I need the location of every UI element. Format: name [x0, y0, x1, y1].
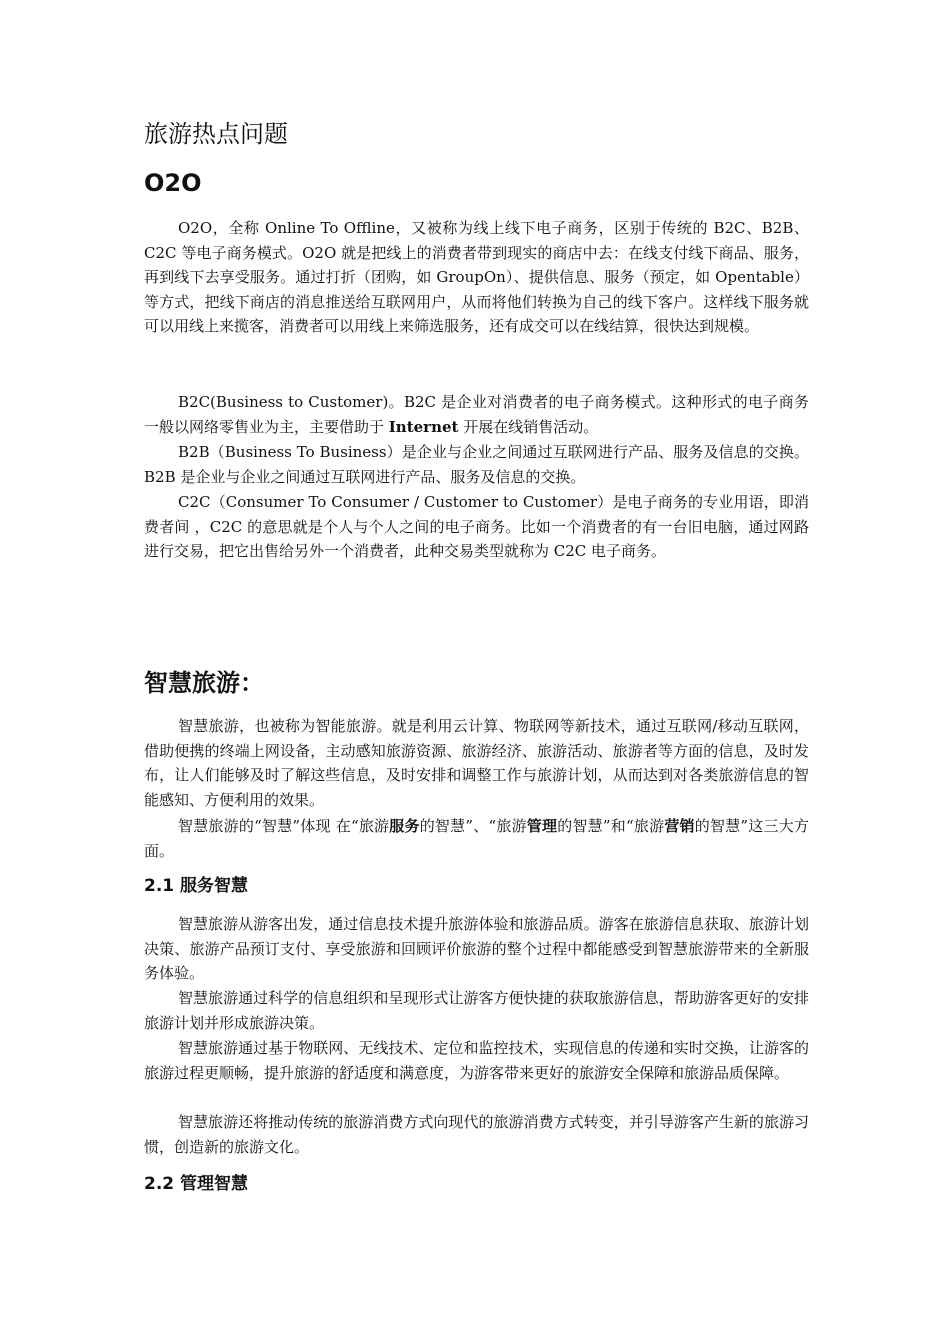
aspects-text-1: 智慧旅游的“智慧”体现 在“旅游 — [178, 817, 390, 835]
paragraph-b2b: B2B（Business To Business）是企业与企业之间通过互联网进行产品、服务及信息的交换。B2B 是企业与企业之间通过互联网进行产品、服务及信息的交换。 — [144, 443, 809, 486]
paragraph-service-1: 智慧旅游从游客出发，通过信息技术提升旅游体验和旅游品质。游客在旅游信息获取、旅游计划决策、旅游产品预订支付、享受旅游和回顾评价旅游的整个过程中都能感受到智慧旅游带来的全新服务体验。 — [144, 915, 809, 983]
heading-o2o: O2O — [144, 169, 202, 197]
aspects-text-4: 的智慧”这三大方面。 — [144, 817, 809, 860]
aspects-bold-management: 管理 — [526, 817, 558, 835]
paragraph-c2c: C2C（Consumer To Consumer / Customer to Customer）是电子商务的专业用语，即消费者间 ，C2C 的意思就是个人与个人之间的电子商务。比如一个消费者的有一台旧电脑，通过网路进行交易，把它出售给另外一个消费者，此种交易类型就称为 C2C 电子商务。 — [144, 493, 809, 561]
heading-management-wisdom: 2.2 管理智慧 — [144, 1174, 249, 1194]
b2c-text: B2C(Business to Customer)。B2C 是企业对消费者的电子商务模式。这种形式的电子商务一般以网络零售业为主，主要借助于 — [144, 393, 809, 436]
heading-service-wisdom: 2.1 服务智慧 — [144, 876, 249, 896]
b2c-bold-internet: Internet — [388, 417, 459, 436]
paragraph-service-2: 智慧旅游通过科学的信息组织和呈现形式让游客方便快捷的获取旅游信息，帮助游客更好的安排旅游计划并形成旅游决策。 — [144, 989, 809, 1032]
heading-smart-tourism: 智慧旅游： — [144, 669, 264, 697]
paragraph-service-3: 智慧旅游通过基于物联网、无线技术、定位和监控技术，实现信息的传递和实时交换，让游客的旅游过程更顺畅，提升旅游的舒适度和满意度，为游客带来更好的旅游安全保障和旅游品质保障。 — [144, 1039, 809, 1082]
paragraph-o2o-intro: O2O，全称 Online To Offline，又被称为线上线下电子商务，区别于传统的 B2C、B2B、C2C 等电子商务模式。O2O 就是把线上的消费者带到现实的商店中去：在线支付线下商品、服务，再到线下去享受服务。通过打折（团购，如 GroupOn）、提供信息、服务（预定，如 Opentable）等方式，把线下商店的消息推送给互联网用户，从而将他们转换为自己的线下客户。这样线下服务就可以用线上来揽客，消费者可以用线上来筛选服务，还有成交可以在线结算，很快达到规模。 — [144, 219, 809, 336]
paragraph-smart-aspects — [144, 814, 809, 863]
paragraph-smart-intro: 智慧旅游，也被称为智能旅游。就是利用云计算、物联网等新技术，通过互联网/移动互联网，借助便携的终端上网设备，主动感知旅游资源、旅游经济、旅游活动、旅游者等方面的信息，及时发布，让人们能够及时了解这些信息，及时安排和调整工作与旅游计划，从而达到对各类旅游信息的智能感知、方便利用的效果。 — [144, 717, 809, 809]
document-title: 旅游热点问题 — [144, 120, 288, 148]
paragraph-b2c — [144, 390, 809, 439]
aspects-text-3: 的智慧”和“旅游 — [557, 817, 665, 835]
b2c-text-end: 开展在线销售活动。 — [458, 417, 599, 436]
aspects-text-2: 的智慧”、“旅游 — [419, 817, 527, 835]
paragraph-service-4: 智慧旅游还将推动传统的旅游消费方式向现代的旅游消费方式转变，并引导游客产生新的旅游习惯，创造新的旅游文化。 — [144, 1113, 809, 1156]
aspects-bold-marketing: 营销 — [664, 817, 695, 835]
aspects-bold-service: 服务 — [389, 817, 420, 835]
